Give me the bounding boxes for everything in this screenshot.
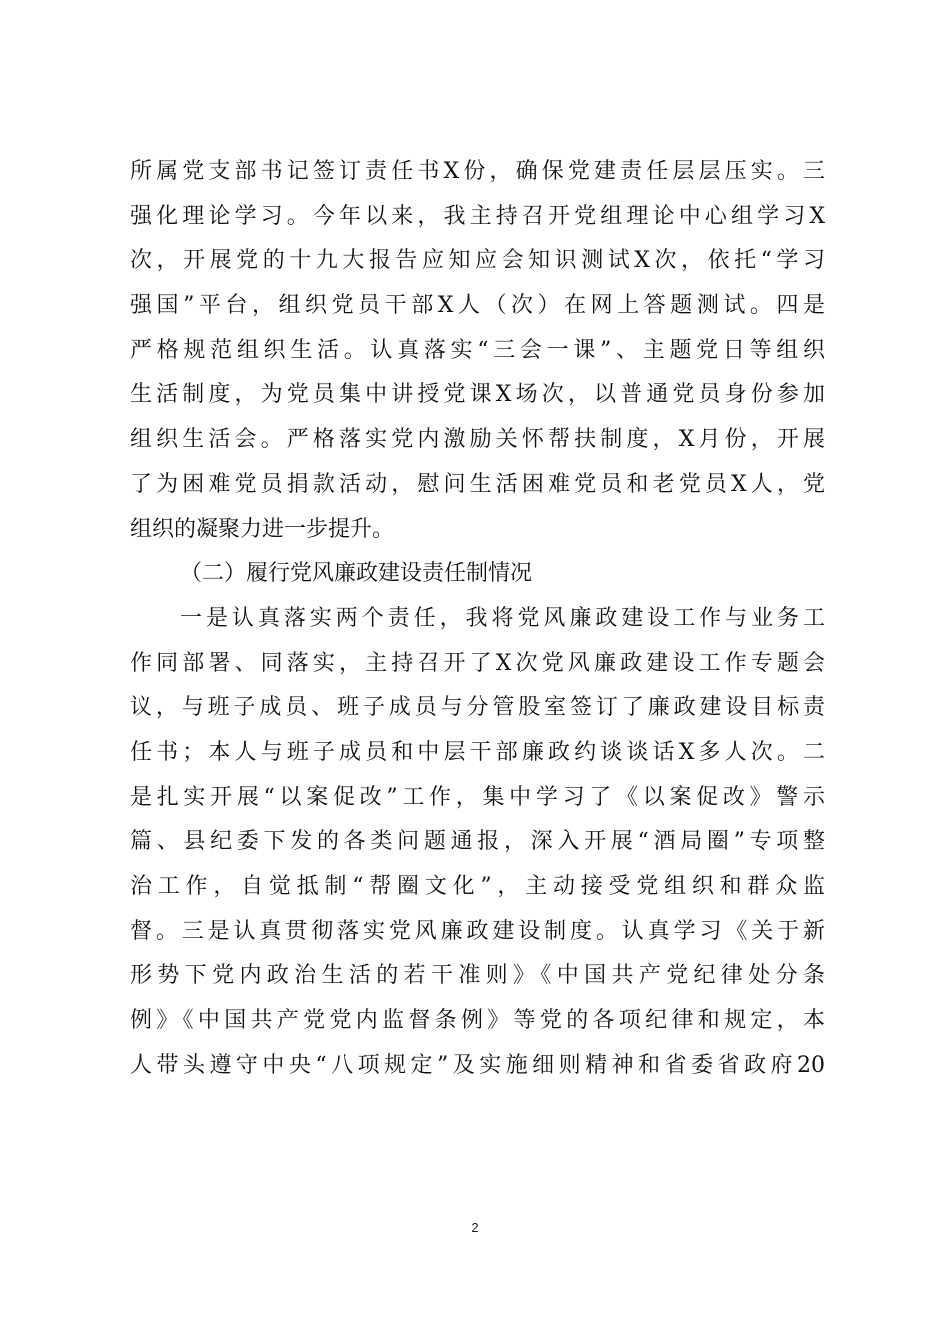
text-line: 是扎实开展“以案促改”工作，集中学习了《以案促改》警示 xyxy=(130,784,825,810)
paragraph-clean-governance xyxy=(130,597,825,1089)
text-line: 例》《中国共产党党内监督条例》等党的各项纪律和规定，本 xyxy=(130,1008,825,1034)
text-line: 议，与班子成员、班子成员与分管股室签订了廉政建设目标责 xyxy=(130,695,825,721)
text-line: 督。三是认真贯彻落实党风廉政建设制度。认真学习《关于新 xyxy=(130,918,825,944)
text-line: 作同部署、同落实，主持召开了X次党风廉政建设工作专题会 xyxy=(130,650,825,676)
text-line: 组织的凝聚力进一步提升。 xyxy=(130,516,395,542)
text-line: 治工作，自觉抵制“帮圈文化”，主动接受党组织和群众监 xyxy=(130,874,825,899)
document-body xyxy=(130,150,825,1088)
paragraph-party-building xyxy=(130,150,825,552)
text-line: 任书；本人与班子成员和中层干部廉政约谈谈话X多人次。二 xyxy=(130,739,825,765)
text-line: 一是认真落实两个责任，我将党风廉政建设工作与业务工 xyxy=(180,605,825,631)
text-line: 严格规范组织生活。认真落实“三会一课”、主题党日等组织 xyxy=(130,337,825,363)
page-number: 2 xyxy=(471,1220,479,1235)
text-line: 所属党支部书记签订责任书X份，确保党建责任层层压实。三 xyxy=(130,159,825,184)
text-line: 组织生活会。严格落实党内激励关怀帮扶制度，X月份，开展 xyxy=(130,427,825,453)
text-line: 强化理论学习。今年以来，我主持召开党组理论中心组学习X xyxy=(130,203,825,229)
text-line: 次，开展党的十九大报告应知应会知识测试X次，依托“学习 xyxy=(130,248,825,274)
text-line: 人带头遵守中央“八项规定”及实施细则精神和省委省政府20 xyxy=(130,1052,825,1078)
text-line: 篇、县纪委下发的各类问题通报，深入开展“酒局圈”专项整 xyxy=(130,829,825,855)
section-heading: （二）履行党风廉政建设责任制情况 xyxy=(180,561,533,587)
text-line: 形势下党内政治生活的若干准则》《中国共产党纪律处分条 xyxy=(130,963,825,989)
text-line: 强国”平台，组织党员干部X人（次）在网上答题测试。四是 xyxy=(130,293,825,319)
text-line: 生活制度，为党员集中讲授党课X场次，以普通党员身份参加 xyxy=(130,382,825,408)
text-line: 了为困难党员捐款活动，慰问生活困难党员和老党员X人，党 xyxy=(130,471,825,497)
